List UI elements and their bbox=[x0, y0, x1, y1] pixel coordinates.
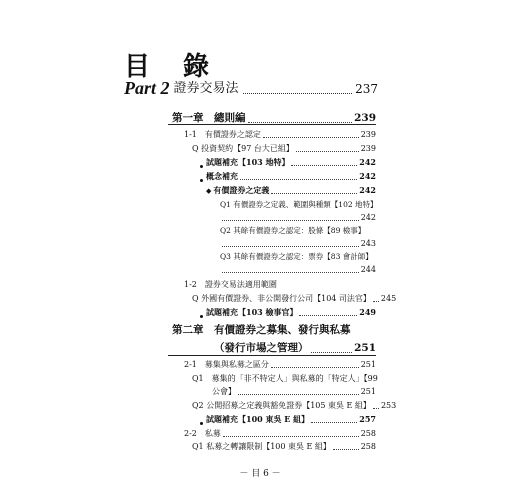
toc-question[interactable]: Q1 募集的「非不特定人」與私募的「特定人」【99 bbox=[192, 374, 378, 383]
toc-question-page[interactable]: 244 bbox=[220, 263, 376, 275]
toc-supplement[interactable]: 試題補充【103 檢事官】 249 bbox=[200, 306, 376, 318]
chapter-rule bbox=[168, 355, 376, 356]
toc-supplement[interactable]: 試題補充【103 地特】 242 bbox=[200, 156, 376, 168]
toc-section[interactable]: 2-2 私募 258 bbox=[184, 429, 376, 438]
part-title: 證券交易法 bbox=[173, 81, 239, 96]
toc-question[interactable]: Q 外國有價證券、非公開發行公司【104 司法官】 245 bbox=[192, 294, 397, 303]
toc-chapter-2[interactable]: 第二章 有價證券之募集、發行與私募 bbox=[172, 324, 351, 336]
toc-supplement[interactable]: 試題補充【100 東吳 E 組】 257 bbox=[200, 413, 376, 425]
bullet-icon bbox=[200, 422, 203, 425]
toc-question[interactable]: Q1 有價證券之定義、範圍與種類【102 地特】 bbox=[220, 200, 378, 209]
page-title: 目 錄 bbox=[124, 52, 222, 82]
toc-definition[interactable]: ◆ 有價證券之定義 242 bbox=[206, 185, 376, 195]
toc-question-page[interactable]: 242 bbox=[220, 211, 376, 223]
toc-section[interactable]: 1-2 證券交易法適用範圍 bbox=[184, 280, 277, 289]
chapter-rule bbox=[168, 124, 376, 125]
toc-question[interactable]: Q1 私募之轉讓限制【100 東吳 E 組】 258 bbox=[192, 442, 376, 451]
leader-dots bbox=[243, 93, 353, 94]
toc-question[interactable]: Q3 其餘有價證券之認定：票券【83 會計師】 bbox=[220, 252, 373, 261]
bullet-icon bbox=[200, 165, 203, 168]
toc-question[interactable]: Q2 公開招募之定義與豁免證券【105 東吳 E 組】 253 bbox=[192, 401, 397, 410]
toc-question[interactable]: Q2 其餘有價證券之認定：股條【89 檢事】 bbox=[220, 226, 366, 235]
part-page: 237 bbox=[355, 82, 378, 96]
toc-part-heading[interactable] bbox=[124, 78, 378, 98]
toc-question-page[interactable]: 243 bbox=[220, 237, 376, 249]
diamond-icon: ◆ bbox=[206, 186, 212, 195]
toc-question-cont[interactable]: 公會】 251 bbox=[212, 387, 376, 396]
toc-question[interactable]: Q 投資契約【97 台大已組】 239 bbox=[192, 144, 376, 153]
part-label: Part 2 bbox=[124, 78, 170, 98]
toc-chapter-2-sub[interactable]: （發行市場之管理） 251 bbox=[214, 342, 376, 354]
toc-concept[interactable]: 概念補充 242 bbox=[200, 170, 376, 182]
toc-section[interactable]: 2-1 募集與私募之區分 251 bbox=[184, 360, 376, 369]
page-footer: － 目 6 － bbox=[239, 469, 281, 479]
toc-section[interactable]: 1-1 有價證券之認定 239 bbox=[184, 130, 376, 139]
bullet-icon bbox=[200, 179, 203, 182]
toc-chapter-1[interactable]: 第一章 總則編 239 bbox=[172, 112, 376, 124]
bullet-icon bbox=[200, 315, 203, 318]
